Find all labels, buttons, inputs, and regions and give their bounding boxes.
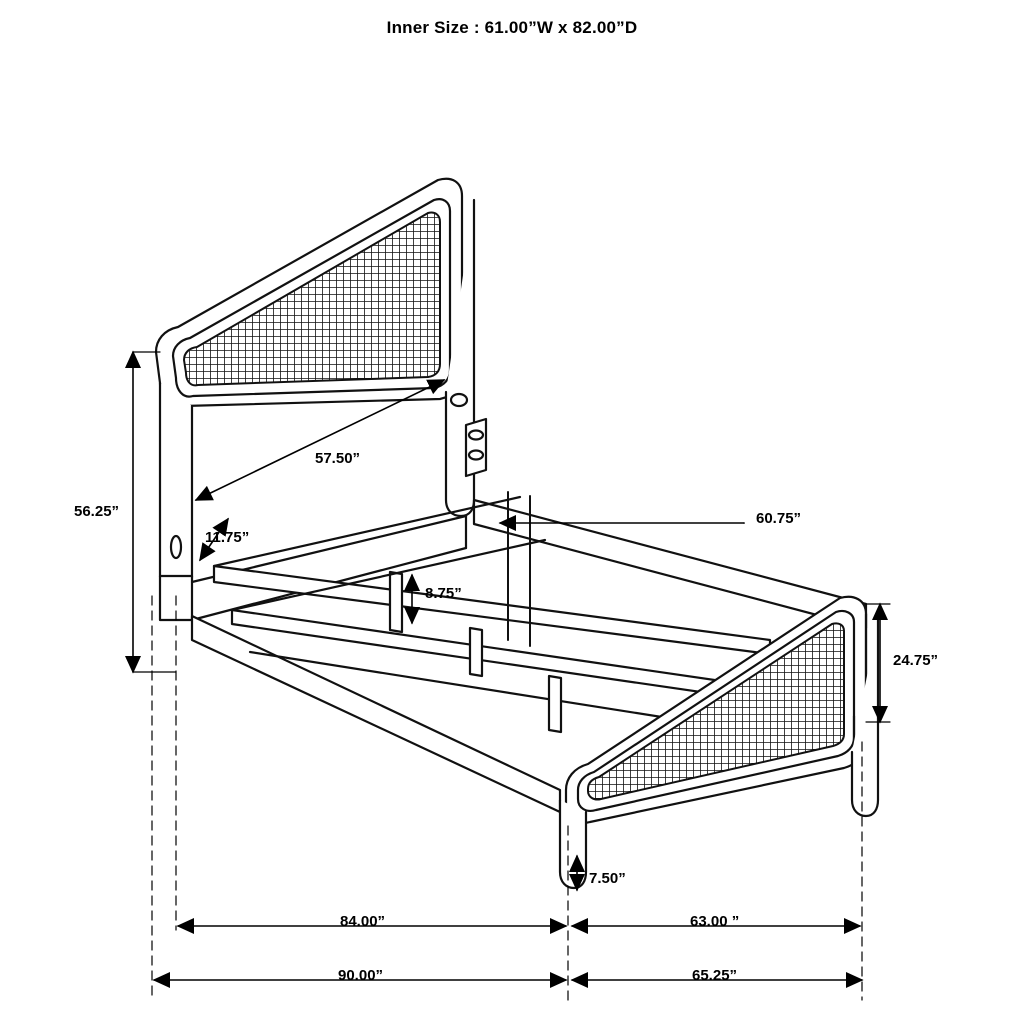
dimension-label-slat-height: 8.75” [425, 585, 462, 602]
dimension-label-depth-lower-left: 90.00” [338, 967, 384, 984]
dimension-label-depth-lower-right: 65.25” [692, 967, 738, 984]
dimension-label-depth-upper-left: 84.00” [340, 913, 386, 930]
dimension-label-headboard-panel-width: 57.50” [315, 450, 361, 467]
dimension-label-headboard-clearance: 11.75” [205, 529, 250, 546]
page-title: Inner Size : 61.00”W x 82.00”D [386, 18, 638, 37]
dimension-label-depth-upper-right: 63.00 ” [690, 913, 740, 930]
dimension-label-footboard-clearance: 7.50” [589, 870, 626, 887]
dimension-label-footboard-height: 24.75” [893, 652, 939, 669]
dimension-label-side-rail-length: 60.75” [756, 510, 802, 527]
dimension-label-headboard-height: 56.25” [74, 503, 120, 520]
